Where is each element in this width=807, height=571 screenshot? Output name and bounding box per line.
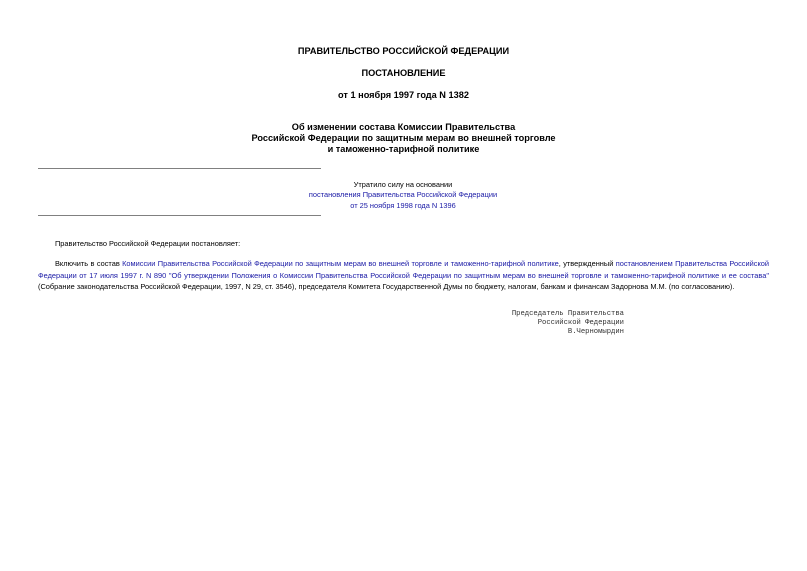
resolution-890-link[interactable]: постановлением Правительства Российской Федерации от 17 июля 1997 г. N 890 "Об утверждении Положения о Комиссии Правительства Российской Федерации по защитным мерам во внешней торговле и таможенно-тарифной политике и ее состава" [38,259,769,280]
status-note [250,180,556,211]
signature-title: Российской Федерации [537,318,624,327]
repeal-link[interactable] [250,190,556,211]
body-text: (Собрание законодательства Российской Федерации, 1997, N 29, ст. 3546), председателя Комитета Государственной Думы по бюджету, налогам, банкам и финансам Задорнова М.М. (по согласованию). [38,282,735,292]
commission-link[interactable]: Комиссии Правительства Российской Федерации по защитным мерам во внешней торговле и таможенно-тарифной политике [122,259,559,268]
document-type-heading: ПОСТАНОВЛЕНИЕ [361,68,446,78]
issuer-heading: ПРАВИТЕЛЬСТВО РОССИЙСКОЙ ФЕДЕРАЦИИ [297,46,510,56]
subject-line: и таможенно-тарифной политике [327,143,480,154]
resolution-paragraph [38,258,769,293]
preamble: Правительство Российской Федерации постановляет: [55,239,241,248]
divider-bottom [38,215,321,216]
body-text: , утвержденный [558,259,616,268]
signature-block [512,310,624,336]
signature-title: Председатель Правительства [511,310,624,318]
status-label: Утратило силу на основании [353,180,453,189]
document-subject [0,122,807,154]
repeal-link-line: от 25 ноября 1998 года N 1396 [350,200,456,210]
subject-line: Об изменении состава Комиссии Правительства [291,122,516,132]
repeal-link-line: постановления Правительства Российской Федерации [308,190,498,200]
signature-name: В.Черномырдин [567,327,624,336]
date-number-heading: от 1 ноября 1997 года N 1382 [338,90,469,100]
divider-top [38,168,321,169]
subject-line: Российской Федерации по защитным мерам во внешней торговле [251,132,556,143]
body-text: Включить в состав [55,259,123,268]
